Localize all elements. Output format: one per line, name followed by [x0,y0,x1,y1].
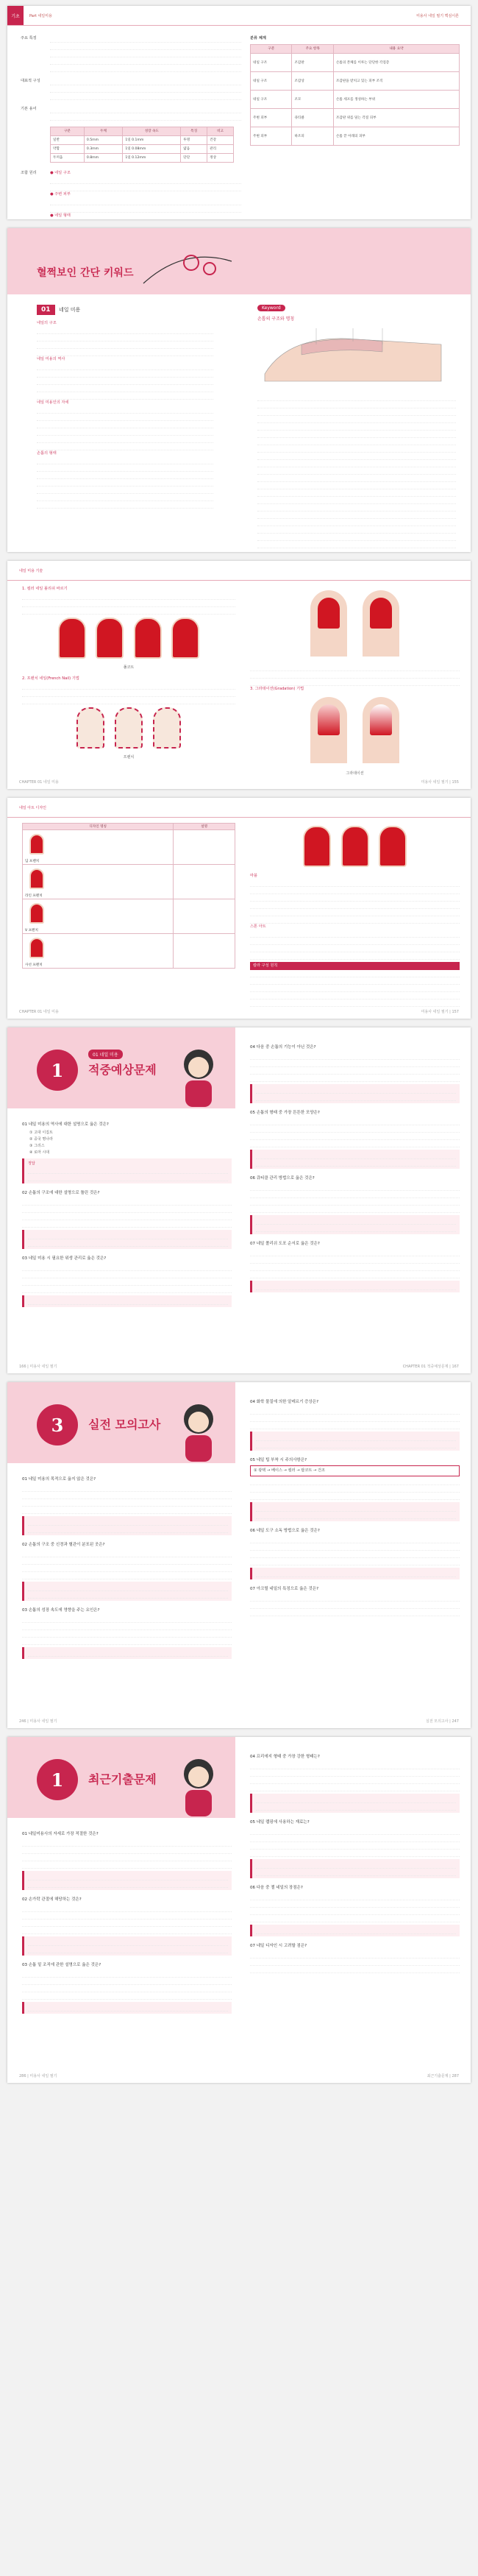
nail-illustration [303,826,331,867]
right-column [250,823,460,1007]
cell: 네일 구조 [251,72,292,91]
table-row [251,72,460,91]
question: 01 네일미용사의 자세로 가장 적절한 것은? [22,1832,99,1836]
footer-left: 166 | 미용사 네일 필기 [19,1365,57,1369]
cell [174,934,235,969]
answer-box [22,1582,232,1601]
th: 주요 항목 [292,45,333,54]
mini-th: 구분 [51,127,85,136]
question: 05 손톱의 형태 중 가장 튼튼한 모양은? [250,1111,320,1115]
cell: 0.5mm [84,136,122,145]
chapter-tab: 기초 [7,6,24,25]
cell [174,830,235,865]
question: 06 네일 도구 소독 방법으로 옳은 것은? [250,1529,320,1533]
question: 05 네일 랩핑에 사용하는 재료는? [250,1820,310,1825]
mini-th: 성장 속도 [123,127,181,136]
pink-banner [7,228,471,294]
chapter-title: 실전 모의고사 [88,1418,161,1432]
answer-box [22,1871,232,1890]
page-header [7,561,471,581]
cell: 1일 0.12mm [123,154,181,163]
term-block [21,35,241,72]
th: 내용 요약 [333,45,459,54]
answer-box [22,1516,232,1535]
page-footer [19,1364,459,1369]
page-5 [7,1027,471,1373]
finger-row [250,586,460,664]
page-6 [7,1382,471,1728]
question-column-left [22,1474,232,1665]
nail-illustration [153,707,181,749]
table-row [251,54,460,72]
question: 07 아크릴 네일의 특징으로 옳은 것은? [250,1587,319,1591]
caption: 프렌치 [123,755,135,760]
th: 디자인 명칭 [23,824,174,830]
finger-illustration [310,697,347,763]
cell: 네일 구조 [251,54,292,72]
classification-table [250,44,460,146]
illustration-woman-icon [169,1042,228,1108]
section-title: 네일 미용 기술 [19,568,43,573]
footer-left: 246 | 미용사 네일 필기 [19,1719,57,1724]
answer-box [22,1230,232,1249]
cell: 하조피 [292,127,333,146]
step-title: 3. 그라데이션(Gradation) 기법 [250,687,304,691]
page-1 [7,6,471,219]
option[interactable]: ① 고대 이집트 [29,1130,53,1135]
page-header [7,6,471,26]
cell: 손톱 세포를 생성하는 부위 [333,91,459,109]
page-header [7,798,471,818]
option[interactable]: ② 중국 명나라 [29,1137,53,1142]
design-name: 사선 프렌치 [25,963,43,967]
answer-box [250,1432,460,1451]
finger-illustration [310,590,347,657]
header-right: 미용사 네일 필기 핵심이론 [416,13,459,18]
finger-illustration [363,697,399,763]
question: 03 손톱의 성장 속도에 영향을 주는 요인은? [22,1608,100,1613]
section-label: 01 [37,305,55,315]
footer-right: CHAPTER 01 적중예상문제 | 167 [402,1365,459,1369]
nail-illustration [171,618,199,659]
term-label: 주요 특징 [21,36,37,40]
cell: 손톱 끝 아래의 피부 [333,127,459,146]
mini-th: 비고 [207,127,234,136]
table-title: 분류 체계 [250,36,266,40]
question: 07 네일 폴리쉬 도포 순서로 옳은 것은? [250,1242,320,1246]
footer-right: 최근기출문제 | 287 [427,2074,459,2078]
keyword-list [37,320,213,509]
nail-illustration [96,618,124,659]
banner-title: 혈쩍보인 간단 키워드 [37,267,134,279]
th: 설명 [174,824,235,830]
answer-box [250,1150,460,1169]
answer-box [22,1295,232,1307]
cell: 주변 피부 [251,127,292,146]
footer-right: 미용사 네일 필기 | 155 [421,780,459,785]
answer-box [22,1158,232,1183]
term-label: 조합 원리 [21,171,37,175]
mini-th: 특징 [181,127,207,136]
question: 04 화학 물질에 의한 알레르기 증상은? [250,1400,319,1404]
question-column-left [22,1119,232,1313]
header-left: Part 네일미용 [29,13,52,18]
cell [174,865,235,899]
question-column-right [250,1042,460,1298]
table-row [23,830,235,865]
illustration-woman-icon [169,1397,228,1463]
page-7 [7,1737,471,2083]
step-title: 1. 컬러 네일 폴리쉬 바르기 [22,587,68,591]
answer-box [250,1794,460,1813]
cell [23,830,174,865]
french-row [22,704,235,754]
cell: 조모 [292,91,333,109]
answer-box [250,1281,460,1292]
illustration-woman-icon [169,1752,228,1818]
question: 02 손톱의 구조 중 신경과 혈관이 분포된 곳은? [22,1543,105,1547]
cell: 약함 [51,145,85,154]
step-title: 2. 프렌치 네일(French Nail) 기법 [22,676,79,681]
cell: 큐티클 [292,109,333,127]
term-block [21,170,241,219]
caption: 풀코트 [123,665,135,670]
term-label: 대표적 구성 [21,79,40,83]
keyword-item: 네일 미용의 역사 [37,357,65,361]
gradient-row [250,693,460,771]
page-2 [7,228,471,552]
footer-right: 실전 모의고사 | 247 [426,1719,459,1724]
page-footer [19,1719,459,1724]
cell [23,865,174,899]
answer-box [250,1568,460,1579]
page-3 [7,561,471,789]
cell: 1일 0.1mm [123,136,181,145]
cell [174,899,235,934]
question: 06 큐티클 관리 방법으로 옳은 것은? [250,1176,315,1181]
answer-box [250,1215,460,1234]
legend-item: ● 네일 형태 [50,213,71,218]
nail-illustration [76,707,104,749]
table-row [51,154,234,163]
right-column [250,586,460,777]
table-row [23,899,235,934]
option[interactable]: ③ 그리스 [29,1144,45,1148]
answer-box [250,1084,460,1103]
diagram-title: 손톱의 구조와 명칭 [257,316,295,322]
question-column-left [22,1829,232,2020]
table-row [23,865,235,899]
answer-label: 정답 [28,1161,35,1166]
table-row [51,145,234,154]
mini-th: 두께 [84,127,122,136]
keyword-item: 네일 미용인의 자세 [37,400,69,405]
cell [23,899,174,934]
answer-box [22,2002,232,2014]
cell: 조갑판을 받치고 있는 피부 조직 [333,72,459,91]
page-footer [19,1009,459,1014]
page-footer [19,779,459,785]
nail-row [22,615,235,665]
right-column [250,35,460,146]
left-column [21,35,241,219]
footer-left: CHAPTER 01 네일 미용 [19,780,59,785]
cell: 건강 [207,136,234,145]
design-name: 라인 프렌치 [25,894,43,898]
footer-right: 미용사 네일 필기 | 157 [421,1010,459,1014]
design-table [22,823,235,969]
question: 04 프리에지 형태 중 가장 강한 형태는? [250,1755,320,1759]
finger-illustration [363,590,399,657]
question: 06 다음 중 젤 네일의 장점은? [250,1886,303,1890]
mini-table [50,127,234,163]
finger-anatomy-diagram [257,322,456,389]
scissors-illustration-icon [140,239,235,291]
cell: 조갑상 [292,72,333,91]
cell: 1일 0.08mm [123,145,181,154]
nail-illustration [58,618,86,659]
chapter-badge: 3 [37,1404,78,1446]
chapter-badge: 1 [37,1050,78,1091]
sub-heading: 칼라 구성 원칙 [250,962,460,970]
th: 구분 [251,45,292,54]
cell: 조갑판 위를 덮는 각질 피부 [333,109,459,127]
cell [23,934,174,969]
question: 02 손가락 관절에 해당하는 것은? [22,1897,82,1902]
design-nail-row [250,823,460,873]
cell: 조갑판 [292,54,333,72]
design-name: 딥 프렌치 [25,860,40,863]
option[interactable]: ④ 로마 시대 [29,1150,49,1155]
cell: 주변 피부 [251,109,292,127]
keyword-pill: Keyword [257,305,285,311]
chapter-title: 최근기출문제 [88,1772,157,1786]
legend-item: ● 네일 구조 [50,171,71,175]
answer-box [250,1859,460,1878]
sequence-box: ① 광택 → 베이스 → 컬러 → 탑코트 → 건조 [250,1465,460,1476]
cell: 정상 [207,154,234,163]
caption: 그라데이션 [346,771,364,776]
left-column [22,586,235,761]
chapter-sub: 01 네일 미용 [88,1050,123,1059]
cell: 손톱의 본체를 이루는 단단한 각질층 [333,54,459,72]
table-row [251,91,460,109]
section-title: 네일 아트 디자인 [19,805,46,810]
cell: 0.8mm [84,154,122,163]
design-name: V 프렌치 [25,929,38,933]
cell: 단단 [181,154,207,163]
question: 05 네일 팁 부착 시 주의사항은? [250,1458,307,1462]
answer-box [22,1647,232,1659]
question: 01 네일 미용의 역사에 대한 설명으로 옳은 것은? [22,1122,109,1127]
table-row [251,127,460,146]
table-row [23,934,235,969]
question: 04 다음 중 손톱의 기능이 아닌 것은? [250,1045,316,1050]
chapter-badge: 1 [37,1759,78,1800]
cell: 투명 [181,136,207,145]
answer-box [250,1925,460,1936]
page-4 [7,798,471,1019]
keyword-item: 네일의 구조 [37,321,57,325]
section-sublabel: 네일 미용 [59,307,81,313]
term-label: 기본 용어 [21,107,37,111]
question: 01 네일 미용의 목적으로 옳지 않은 것은? [22,1477,96,1482]
nail-illustration [379,826,407,867]
cell: 일반 [51,136,85,145]
question: 03 네일 미용 시 필요한 위생 관리로 옳은 것은? [22,1256,107,1261]
question-column-right [250,1752,460,1973]
table-row [51,136,234,145]
footer-left: CHAPTER 01 네일 미용 [19,1010,59,1014]
diagram-notes [257,394,456,552]
answer-box [250,1502,460,1521]
cell: 관리 [207,145,234,154]
keyword-item: 손톱의 형태 [37,451,57,456]
design-name: 마블 [250,874,258,878]
cell: 얇음 [181,145,207,154]
question-column-right [250,1397,460,1616]
nail-illustration [115,707,143,749]
nail-illustration [134,618,162,659]
chapter-title: 적중예상문제 [88,1063,157,1077]
term-block [21,106,241,121]
table-row [251,109,460,127]
cell: 두꺼움 [51,154,85,163]
nail-illustration [341,826,369,867]
footer-left: 286 | 미용사 네일 필기 [19,2074,57,2078]
cell: 네일 구조 [251,91,292,109]
question: 02 손톱의 구조에 대한 설명으로 틀린 것은? [22,1191,100,1195]
question: 03 손톱 밑 조직에 관한 설명으로 옳은 것은? [22,1963,101,1967]
question: 07 네일 디자인 시 고려할 점은? [250,1944,307,1948]
design-name: 스톤 아트 [250,924,266,929]
answer-box [22,1936,232,1956]
cell: 0.3mm [84,145,122,154]
page-footer [19,2073,459,2078]
term-block [21,78,241,100]
legend-item: ● 주변 피부 [50,192,71,197]
